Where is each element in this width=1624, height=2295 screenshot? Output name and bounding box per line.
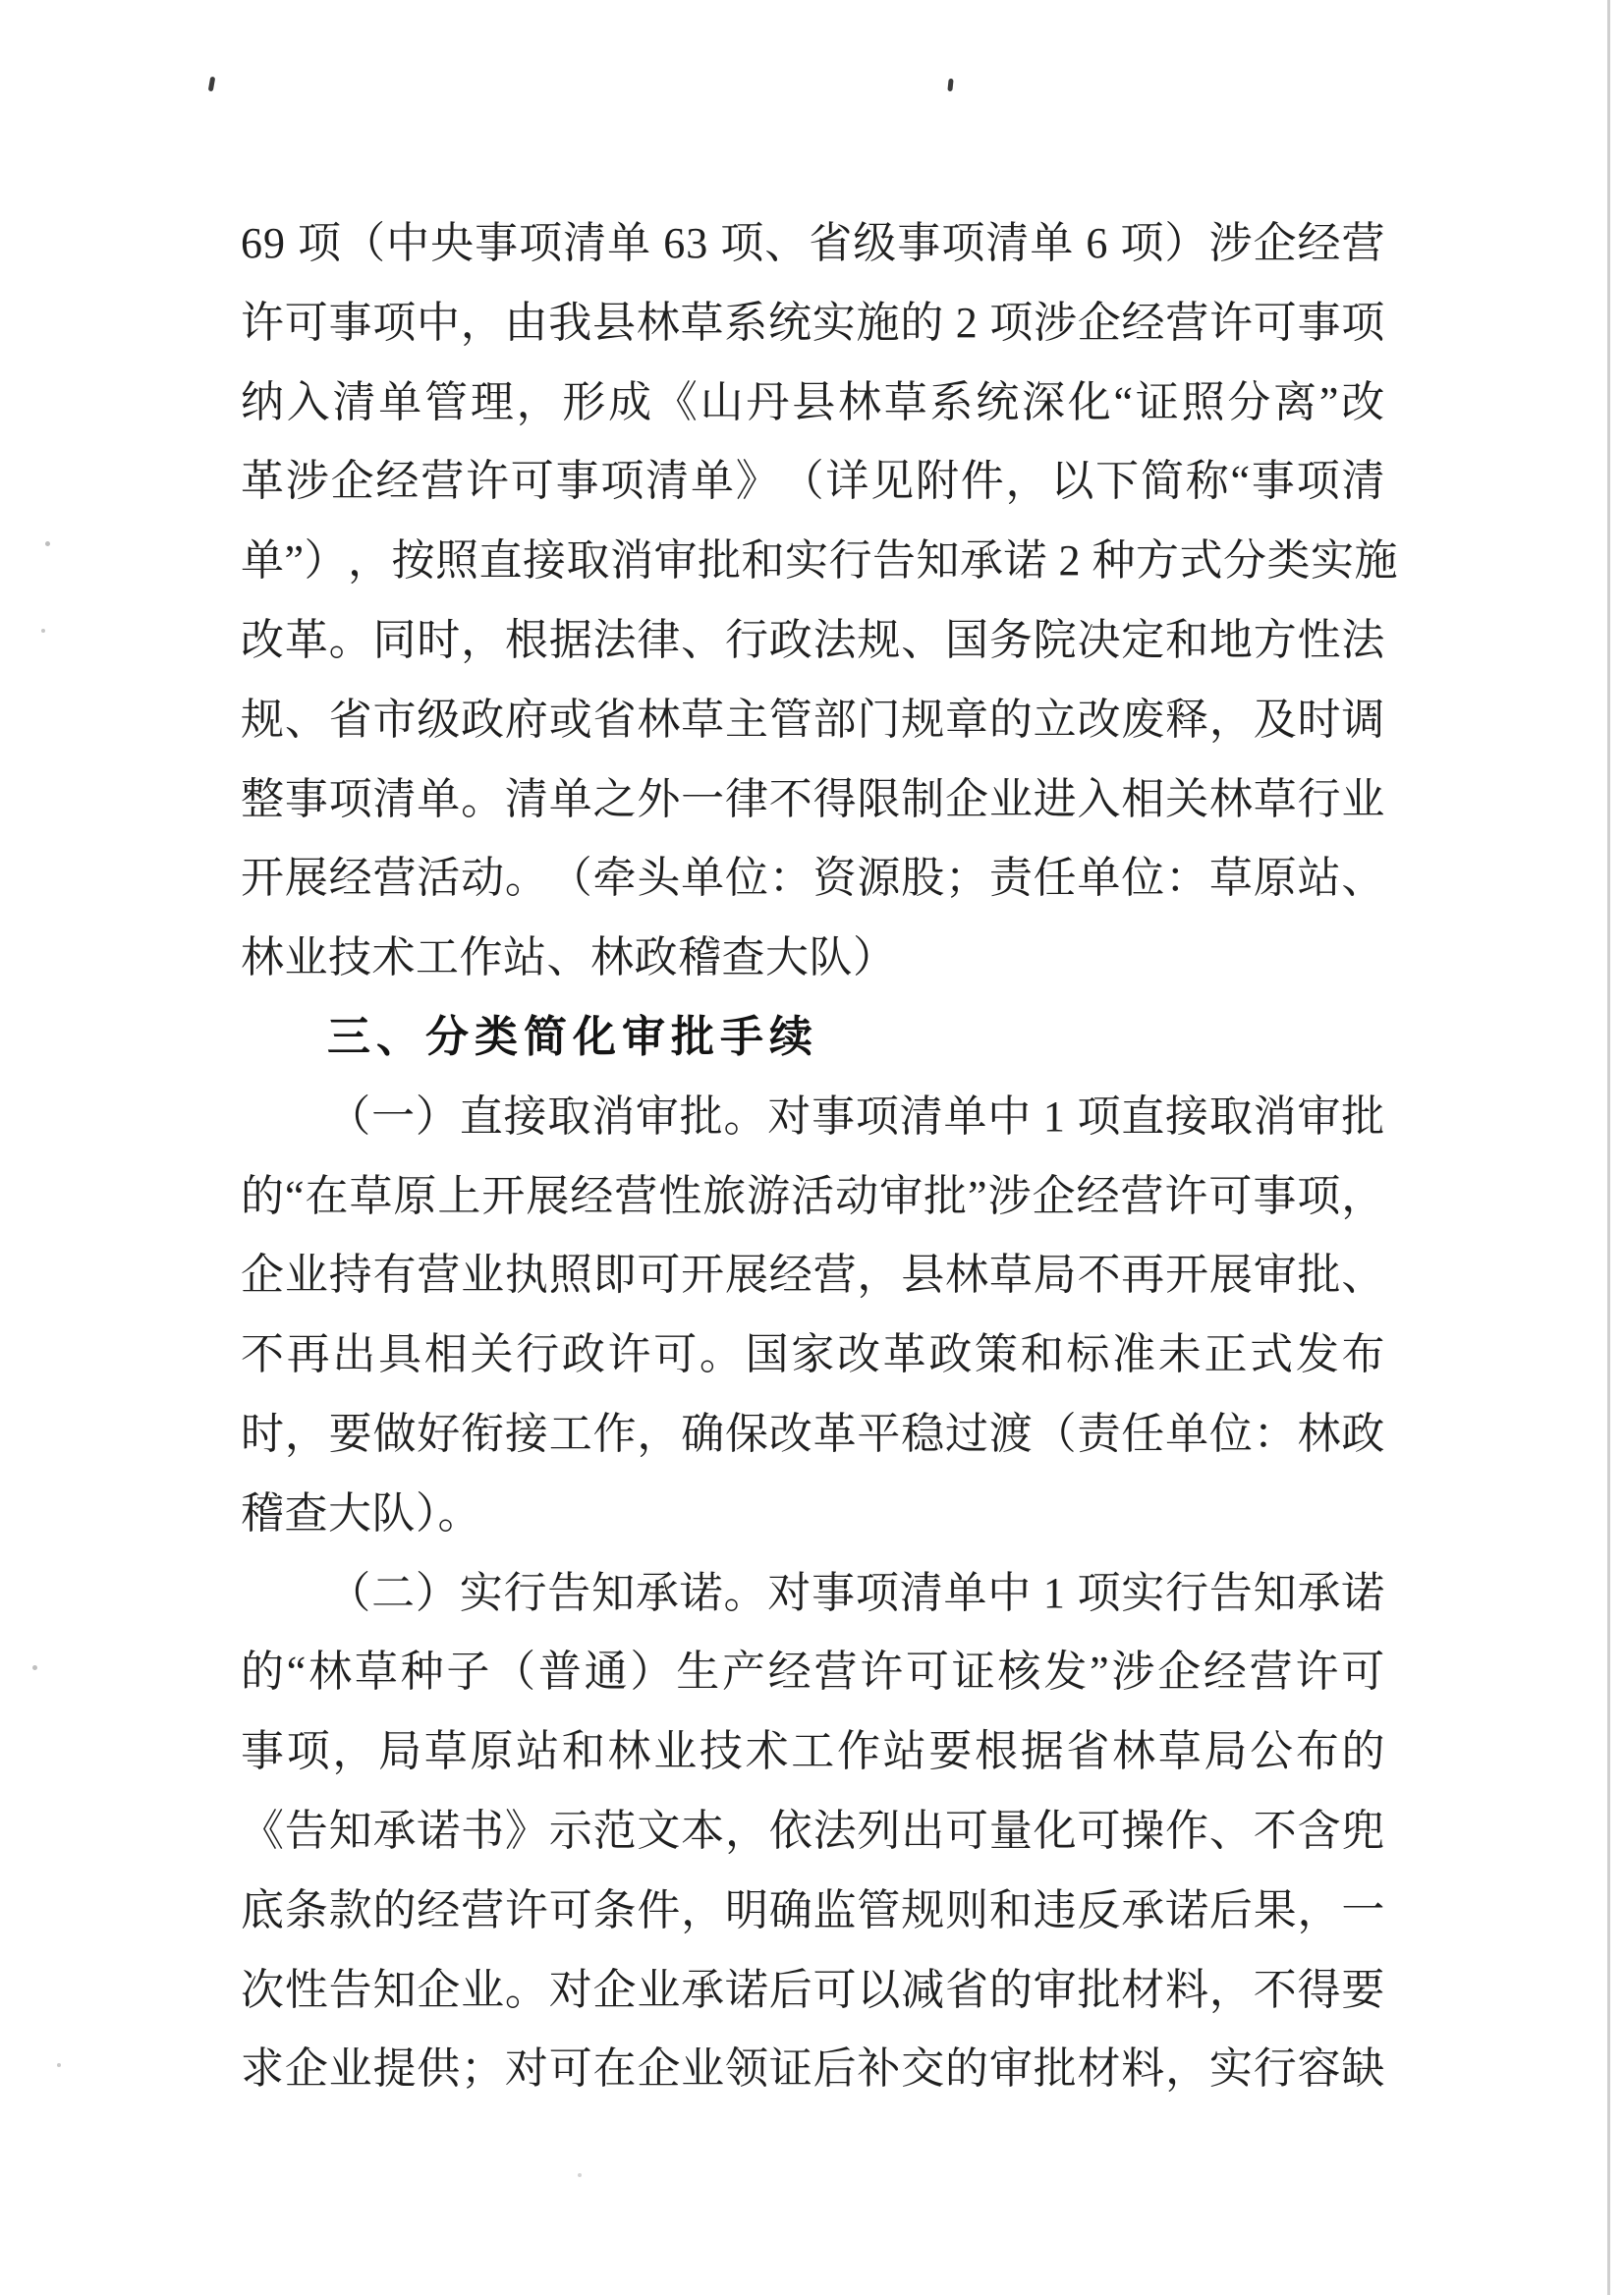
text-line: 纳 入 清 单 管 理 ， 形 成 《 山 丹 县 林 草 系 统 深 化 “ 证 照 分 离 ” 改	[241, 377, 1385, 426]
text-line: 求 企 业 提 供 ； 对 可 在 企 业 领 证 后 补 交 的 审 批 材 料 ， 实 行 容 缺	[241, 2044, 1385, 2094]
scan-edge-line	[1607, 0, 1610, 2295]
text-line: 规 、 省 市 级 政 府 或 省 林 草 主 管 部 门 规 章 的 立 改 废 释 ， 及 时 调	[241, 695, 1385, 744]
text-line: （ 二 ） 实 行 告 知 承 诺 。 对 事 项 清 单 中 1 项 实 行 告 知 承 诺	[327, 1568, 1385, 1617]
text-line: 整 事 项 清 单 。 清 单 之 外 一 律 不 得 限 制 企 业 进 入 相 关 林 草 行 业	[241, 774, 1385, 823]
text-block	[241, 204, 1399, 2109]
scan-dot	[578, 2173, 582, 2177]
text-line: 次 性 告 知 企 业 。 对 企 业 承 诺 后 可 以 减 省 的 审 批 材 料 ， 不 得 要	[241, 1965, 1385, 2014]
text-line: 底 条 款 的 经 营 许 可 条 件 ， 明 确 监 管 规 则 和 违 反 承 诺 后 果 ， 一	[241, 1885, 1385, 1934]
text-line: 事 项 ， 局 草 原 站 和 林 业 技 术 工 作 站 要 根 据 省 林 草 局 公 布 的	[241, 1727, 1385, 1776]
text-line: 开 展 经 营 活 动 。 （ 牵 头 单 位 ： 资 源 股 ； 责 任 单 位 ： 草 原 站 、	[241, 854, 1385, 903]
scan-speckle	[947, 79, 953, 91]
scan-dot	[41, 629, 45, 633]
text-line: 许 可 事 项 中 ， 由 我 县 林 草 系 统 实 施 的 2 项 涉 企 经 营 许 可 事 项	[241, 298, 1385, 347]
text-line: 6 9 项 （ 中 央 事 项 清 单 6 3 项 、 省 级 事 项 清 单 6 项 ） 涉 企 经 营	[241, 219, 1385, 267]
section-heading: 三、分类简化审批手续	[327, 1012, 818, 1061]
text-line: 的 “ 在 草 原 上 开 展 经 营 性 旅 游 活 动 审 批 ” 涉 企 经 营 许 可 事 项 ，	[241, 1171, 1385, 1220]
text-line: 《 告 知 承 诺 书 》 示 范 文 本 ， 依 法 列 出 可 量 化 可 操 作 、 不 含 兜	[241, 1806, 1385, 1855]
text-line: 时 ， 要 做 好 衔 接 工 作 ， 确 保 改 革 平 稳 过 渡 （ 责 任 单 位 ： 林 政	[241, 1409, 1385, 1458]
text-line: 改 革 。 同 时 ， 根 据 法 律 、 行 政 法 规 、 国 务 院 决 定 和 地 方 性 法	[241, 615, 1385, 664]
text-line: 革 涉 企 经 营 许 可 事 项 清 单 》 （ 详 见 附 件 ， 以 下 简 称 “ 事 项 清	[241, 457, 1385, 506]
scan-dot	[32, 1665, 37, 1670]
text-line: 不 再 出 具 相 关 行 政 许 可 。 国 家 改 革 政 策 和 标 准 未 正 式 发 布	[241, 1330, 1385, 1379]
text-line: 单 ” ） ， 按 照 直 接 取 消 审 批 和 实 行 告 知 承 诺 2 种 方 式 分 类 实 施	[241, 536, 1399, 586]
scan-speckle	[208, 77, 216, 92]
text-line: 稽查大队）。	[241, 1488, 481, 1538]
text-line: 的 “ 林 草 种 子 （ 普 通 ） 生 产 经 营 许 可 证 核 发 ” 涉 企 经 营 许 可	[241, 1648, 1385, 1697]
text-line: 林业技术工作站、林政稽查大队）	[241, 933, 897, 982]
text-line: （ 一 ） 直 接 取 消 审 批 。 对 事 项 清 单 中 1 项 直 接 取 消 审 批	[327, 1092, 1385, 1141]
scan-dot	[57, 2063, 61, 2067]
text-line: 企 业 持 有 营 业 执 照 即 可 开 展 经 营 ， 县 林 草 局 不 再 开 展 审 批 、	[241, 1251, 1385, 1300]
scan-dot	[45, 541, 50, 546]
